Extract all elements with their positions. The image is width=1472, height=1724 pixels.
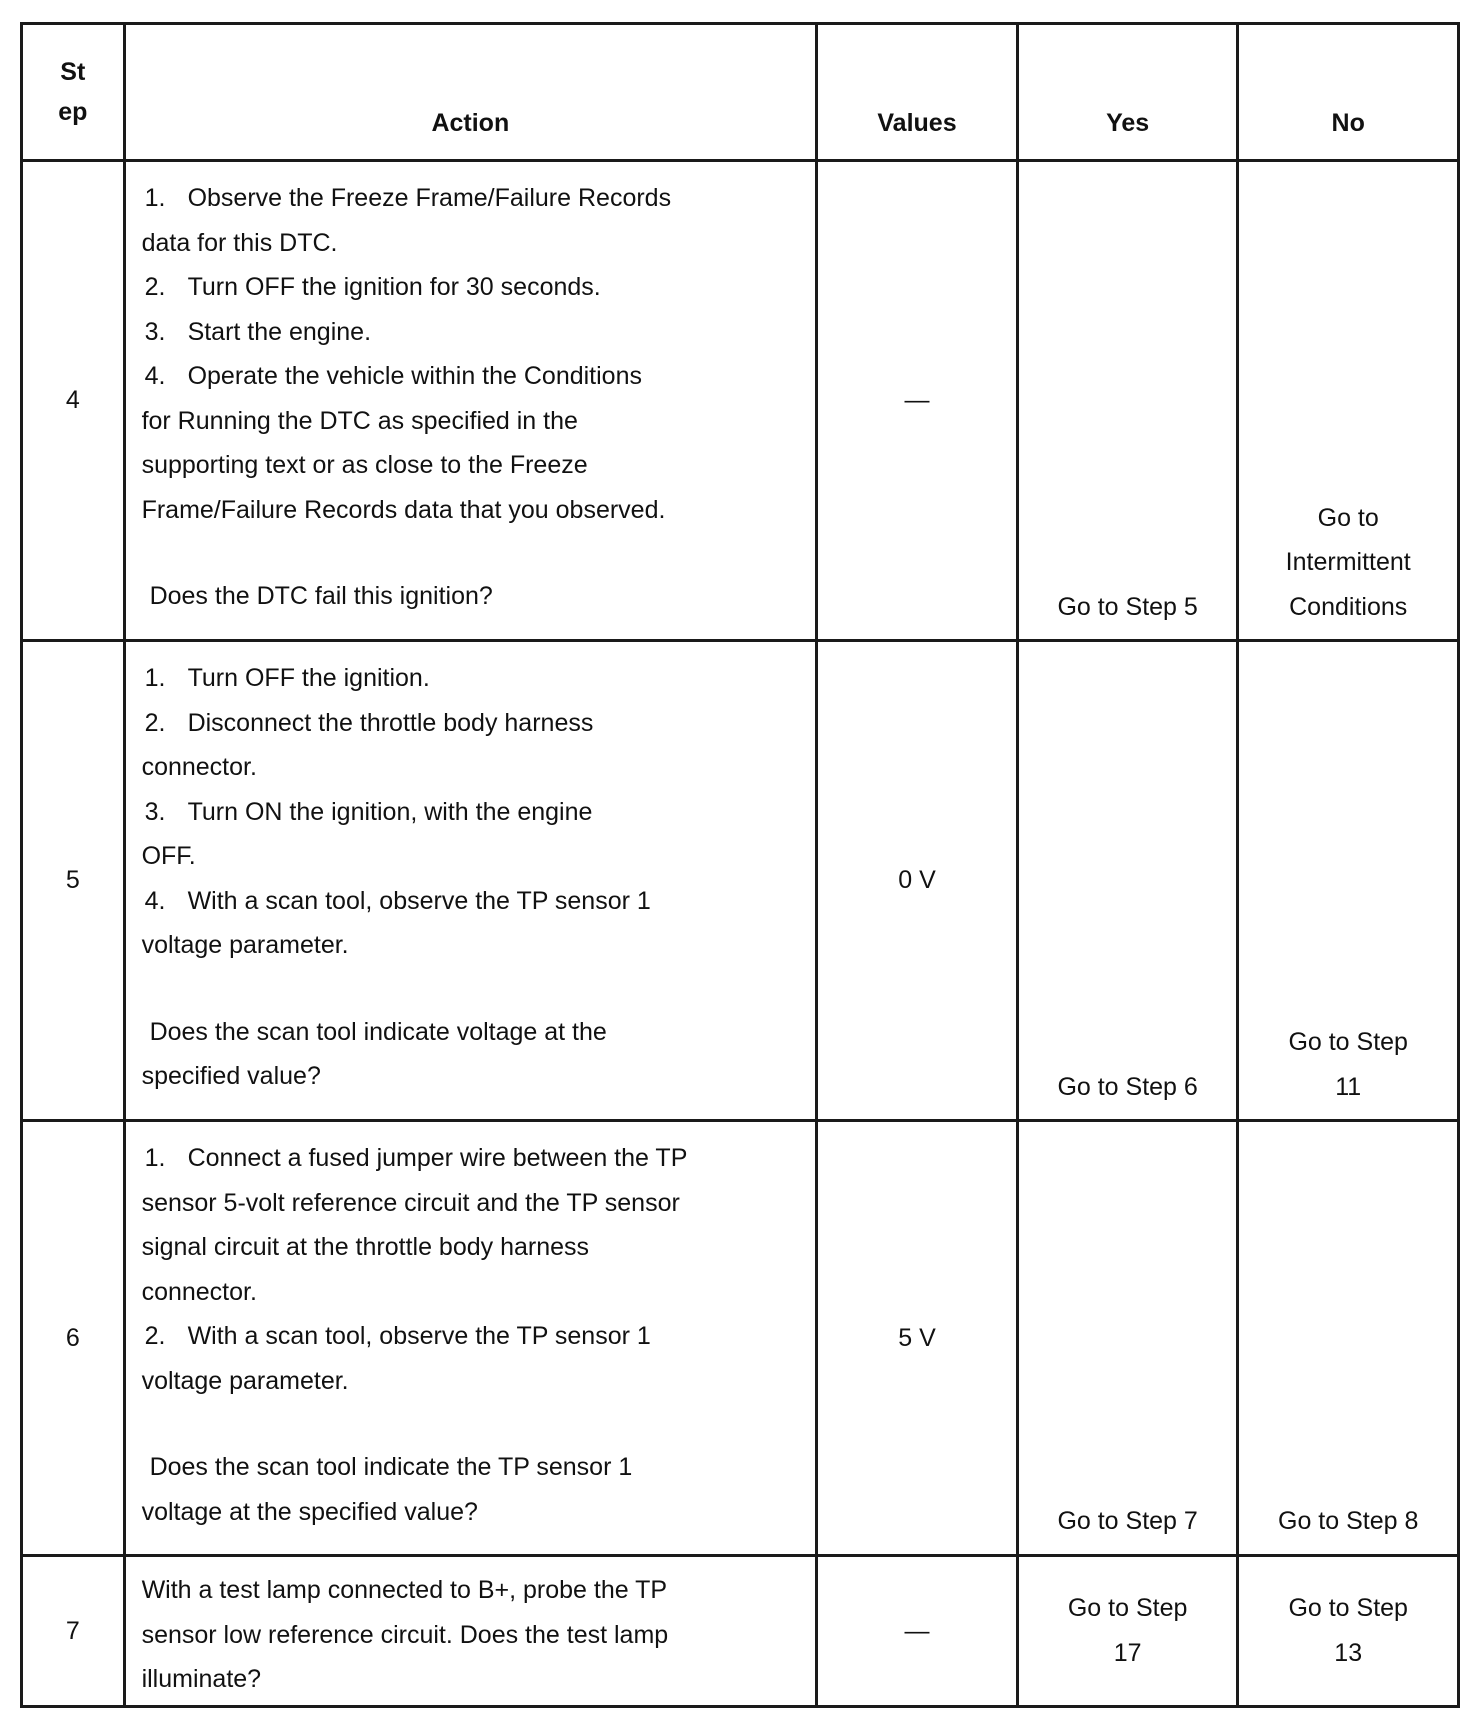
table-row — [22, 161, 1459, 641]
step-text: With a scan tool, observe the TP sensor 1 — [187, 1322, 651, 1351]
action-step-cont: Frame/Failure Records data that you observed. — [141, 495, 666, 524]
action-step-item — [142, 656, 804, 701]
action-step-item — [142, 310, 804, 355]
action-step-cont: OFF. — [141, 842, 196, 871]
diagnostic-table — [20, 22, 1460, 1708]
step-text: Operate the vehicle within the Conditions — [187, 362, 642, 390]
step-text: Turn ON the ignition, with the engine — [187, 797, 593, 826]
step-text: Connect a fused jumper wire between the TP — [187, 1144, 688, 1173]
action-step-cont: data for this DTC. — [141, 228, 338, 257]
value-cell: — — [817, 161, 1018, 641]
no-cell: Go to Intermittent Conditions — [1238, 161, 1459, 641]
action-step-cont: voltage parameter. — [141, 1366, 349, 1395]
action-cell: With a test lamp connected to B+, probe the TP sensor low reference circuit. Does the test lamp illuminate? — [124, 1555, 817, 1706]
table-row — [22, 641, 1459, 1121]
step-text: Disconnect the throttle body harness — [187, 708, 594, 737]
values-header: Values — [817, 24, 1018, 161]
step-index: 1. — [144, 184, 166, 212]
step-number: 6 — [22, 1121, 125, 1556]
action-cell — [124, 641, 817, 1121]
action-steps — [142, 656, 804, 968]
yes-cell: Go to Step 5 — [1017, 161, 1238, 641]
action-question-cont: specified value? — [141, 1062, 321, 1091]
action-question: Does the scan tool indicate the TP sensor 1 — [149, 1453, 633, 1482]
step-number: 5 — [22, 641, 125, 1121]
action-steps — [142, 176, 804, 532]
step-index: 3. — [144, 797, 166, 826]
value-cell: 5 V — [817, 1121, 1018, 1556]
action-step-item — [142, 879, 804, 924]
action-step-cont: signal circuit at the throttle body harness — [141, 1233, 590, 1262]
action-step-item — [142, 354, 804, 399]
no-header: No — [1238, 24, 1459, 161]
action-step-cont: voltage parameter. — [141, 931, 349, 960]
step-header: St ep — [22, 24, 125, 161]
no-cell: Go to Step 11 — [1238, 641, 1459, 1121]
step-text: Turn OFF the ignition. — [187, 664, 430, 693]
step-text: Observe the Freeze Frame/Failure Records — [187, 184, 672, 212]
value-cell: — — [817, 1555, 1018, 1706]
action-step-item — [142, 265, 804, 310]
yes-header: Yes — [1017, 24, 1238, 161]
action-step-cont: supporting text or as close to the Freeze — [141, 451, 588, 479]
step-index: 2. — [144, 273, 166, 301]
step-index: 2. — [144, 1322, 166, 1351]
step-number: 7 — [22, 1555, 125, 1706]
action-steps — [142, 1136, 804, 1403]
step-index: 1. — [144, 1144, 166, 1173]
action-step-item — [142, 176, 804, 221]
header-row — [22, 24, 1459, 161]
step-index: 2. — [144, 708, 166, 737]
action-question-cont: voltage at the specified value? — [141, 1497, 478, 1526]
action-step-cont: for Running the DTC as specified in the — [141, 406, 578, 435]
action-cell — [124, 161, 817, 641]
action-step-cont: connector. — [141, 1277, 257, 1306]
action-step-item — [142, 701, 804, 746]
step-text: Start the engine. — [187, 317, 372, 346]
action-step-item — [142, 1136, 804, 1181]
step-number: 4 — [22, 161, 125, 641]
step-index: 3. — [144, 317, 166, 346]
table-row — [22, 1121, 1459, 1556]
action-cell — [124, 1121, 817, 1556]
no-cell: Go to Step 13 — [1238, 1555, 1459, 1706]
action-step-cont: connector. — [141, 753, 257, 782]
step-text: With a scan tool, observe the TP sensor 1 — [187, 886, 651, 915]
yes-cell: Go to Step 6 — [1017, 641, 1238, 1121]
step-index: 4. — [144, 362, 166, 390]
value-cell: 0 V — [817, 641, 1018, 1121]
action-header: Action — [124, 24, 817, 161]
step-text: Turn OFF the ignition for 30 seconds. — [187, 273, 601, 301]
yes-cell: Go to Step 7 — [1017, 1121, 1238, 1556]
yes-cell: Go to Step 17 — [1017, 1555, 1238, 1706]
action-step-item — [142, 1314, 804, 1359]
step-index: 4. — [144, 886, 166, 915]
action-step-cont: sensor 5-volt reference circuit and the TP sensor — [141, 1188, 680, 1217]
step-index: 1. — [144, 664, 166, 693]
action-question: Does the DTC fail this ignition? — [149, 582, 493, 610]
action-question: Does the scan tool indicate voltage at the — [149, 1017, 607, 1046]
no-cell: Go to Step 8 — [1238, 1121, 1459, 1556]
action-step-item — [142, 790, 804, 835]
table-row — [22, 1555, 1459, 1706]
